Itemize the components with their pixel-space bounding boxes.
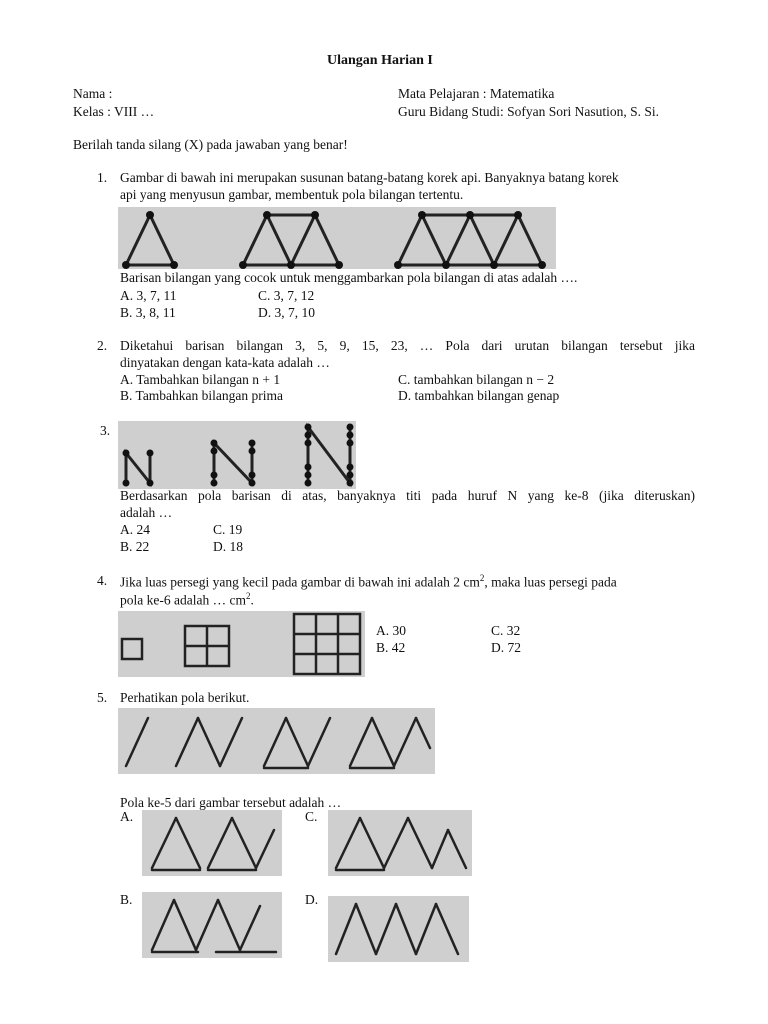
q1-question: Barisan bilangan yang cocok untuk menggambarkan pola bilangan di atas adalah …. [120,270,578,285]
q5-option-c-label[interactable]: C. [305,809,318,824]
q3-dot-n-figure [118,421,356,489]
q4-option-b[interactable]: B. 42 [376,640,406,655]
q1-option-c[interactable]: C. 3, 7, 12 [258,288,315,303]
q4-option-d[interactable]: D. 72 [491,640,521,655]
q2-text-line2: dinyatakan dengan kata-kata adalah … [120,355,330,370]
q3-option-c[interactable]: C. 19 [213,522,243,537]
q5-option-d-label[interactable]: D. [305,892,319,907]
q1-option-a[interactable]: A. 3, 7, 11 [120,288,177,303]
q5-pattern-figure [118,708,435,774]
q1-option-b[interactable]: B. 3, 8, 11 [120,305,176,320]
q3-option-a[interactable]: A. 24 [120,522,150,537]
guru-bidang-studi: Guru Bidang Studi: Sofyan Sori Nasution, S. Si. [398,104,660,119]
q2-option-c[interactable]: C. tambahkan bilangan n − 2 [398,372,555,387]
nama-field: Nama : [73,86,113,101]
q3-number: 3. [100,423,111,438]
q1-matchstick-figure [118,207,556,269]
q5-question: Pola ke-5 dari gambar tersebut adalah … [120,795,342,810]
q1-number: 1. [97,170,108,185]
q1-text-line2: api yang menyusun gambar, membentuk pola bilangan tertentu. [120,187,464,202]
q5-option-d-figure[interactable] [328,896,469,962]
q2-text-line1: Diketahui barisan bilangan 3, 5, 9, 15, 23, … Pola dari urutan bilangan tersebut jika [120,338,695,353]
q5-number: 5. [97,690,108,705]
q5-text: Perhatikan pola berikut. [120,690,250,705]
q5-option-c-figure[interactable] [328,810,472,876]
instruction: Berilah tanda silang (X) pada jawaban yang benar! [73,137,348,152]
q4-text-line2: pola ke-6 adalah … $cm^2$. [120,591,254,608]
q1-option-d[interactable]: D. 3, 7, 10 [258,305,315,320]
q2-option-a[interactable]: A. Tambahkan bilangan n + 1 [120,372,281,387]
mata-pelajaran: Mata Pelajaran : Matematika [398,86,555,101]
q5-option-b-figure[interactable] [142,892,282,958]
page-title: Ulangan Harian I [327,53,433,68]
q5-option-a-label[interactable]: A. [120,809,134,824]
q5-option-a-figure[interactable] [142,810,282,876]
q2-number: 2. [97,338,108,353]
q5-option-b-label[interactable]: B. [120,892,133,907]
q1-text-line1: Gambar di bawah ini merupakan susunan batang-batang korek api. Banyaknya batang korek [120,170,619,185]
q4-option-a[interactable]: A. 30 [376,623,406,638]
q3-text-line1: Berdasarkan pola barisan di atas, banyaknya titi pada huruf N yang ke-8 (jika diteruskan) [120,488,695,503]
q4-text-line1: Jika luas persegi yang kecil pada gambar di bawah ini adalah 2 $cm^2$, maka luas persegi pada [120,573,617,590]
q4-number: 4. [97,573,108,588]
kelas-field: Kelas : VIII … [73,104,155,119]
q4-option-c[interactable]: C. 32 [491,623,521,638]
q2-option-b[interactable]: B. Tambahkan bilangan prima [120,388,284,403]
q3-option-d[interactable]: D. 18 [213,539,243,554]
q3-option-b[interactable]: B. 22 [120,539,150,554]
q4-square-figure [118,611,365,677]
q2-option-d[interactable]: D. tambahkan bilangan genap [398,388,560,403]
q3-text-line2: adalah … [120,505,173,520]
